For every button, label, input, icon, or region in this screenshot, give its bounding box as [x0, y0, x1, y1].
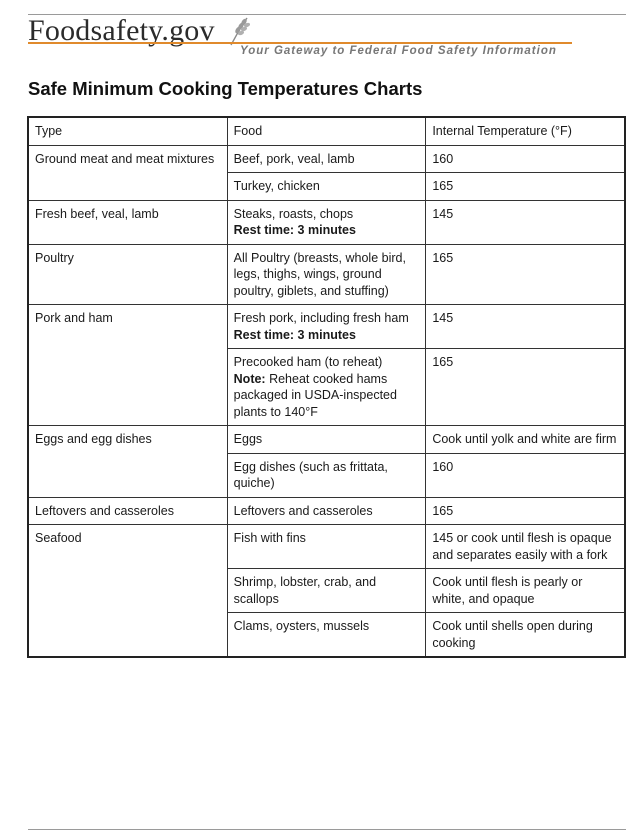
column-header-temperature: Internal Temperature (°F): [426, 117, 625, 145]
food-cell: Turkey, chicken: [227, 173, 426, 201]
table-row: [28, 525, 625, 569]
food-cell: Beef, pork, veal, lamb: [227, 145, 426, 173]
temperature-cell: 145: [426, 305, 625, 349]
table-header-row: [28, 117, 625, 145]
column-header-food: Food: [227, 117, 426, 145]
temperature-cell: 160: [426, 453, 625, 497]
food-cell: Clams, oysters, mussels: [227, 613, 426, 658]
page-title: Safe Minimum Cooking Temperatures Charts: [28, 78, 423, 99]
table-row: [28, 244, 625, 305]
logo-text: Foodsafety.gov: [28, 14, 215, 47]
food-cell: [227, 349, 426, 426]
note-label: Note:: [233, 371, 266, 386]
rest-time-note: Rest time: 3 minutes: [233, 223, 356, 237]
temperature-cell: Cook until shells open during cooking: [426, 613, 625, 658]
type-cell: Ground meat and meat mixtures: [28, 145, 227, 200]
type-cell: Leftovers and casseroles: [28, 497, 227, 525]
food-cell: [227, 200, 426, 244]
site-tagline: Your Gateway to Federal Food Safety Information: [240, 45, 557, 57]
table-row: [28, 305, 625, 349]
rest-time-note: Rest time: 3 minutes: [233, 327, 356, 342]
tagline-accent-rule: [28, 42, 572, 44]
temperature-cell: Cook until yolk and white are firm: [426, 426, 625, 454]
food-cell: Eggs: [227, 426, 426, 454]
table-row: [28, 200, 625, 244]
type-cell: Pork and ham: [28, 305, 227, 426]
food-cell: All Poultry (breasts, whole bird, legs, thighs, wings, ground poultry, giblets, and stuffing): [227, 244, 426, 305]
food-cell: Shrimp, lobster, crab, and scallops: [227, 569, 426, 613]
temperature-cell: 160: [426, 145, 625, 173]
temperature-cell: 165: [426, 244, 625, 305]
food-text: Precooked ham (to reheat): [233, 355, 383, 369]
food-cell: Egg dishes (such as frittata, quiche): [227, 453, 426, 497]
cooking-temperatures-table: [27, 116, 626, 658]
temperature-cell: Cook until flesh is pearly or white, and opaque: [426, 569, 625, 613]
food-text: Fresh pork, including fresh ham: [233, 311, 409, 325]
type-cell: Poultry: [28, 244, 227, 305]
temperature-cell: 165: [426, 497, 625, 525]
column-header-type: Type: [28, 117, 227, 145]
table-row: [28, 497, 625, 525]
type-cell: Eggs and egg dishes: [28, 426, 227, 498]
table-row: [28, 426, 625, 454]
note-text: Reheat cooked hams packaged in USDA-inspected plants to 140°F: [233, 371, 397, 419]
food-cell: [227, 305, 426, 349]
food-text: Steaks, roasts, chops: [233, 206, 354, 221]
food-cell: Leftovers and casseroles: [227, 497, 426, 525]
type-cell: Seafood: [28, 525, 227, 658]
temperature-cell: 165: [426, 173, 625, 201]
table-row: [28, 145, 625, 173]
temperature-cell: 165: [426, 349, 625, 426]
bottom-divider: [28, 829, 626, 830]
type-cell: Fresh beef, veal, lamb: [28, 200, 227, 244]
temperature-cell: 145 or cook until flesh is opaque and separates easily with a fork: [426, 525, 625, 569]
temperature-cell: 145: [426, 200, 625, 244]
reheat-note: [234, 371, 420, 421]
food-cell: Fish with fins: [227, 525, 426, 569]
